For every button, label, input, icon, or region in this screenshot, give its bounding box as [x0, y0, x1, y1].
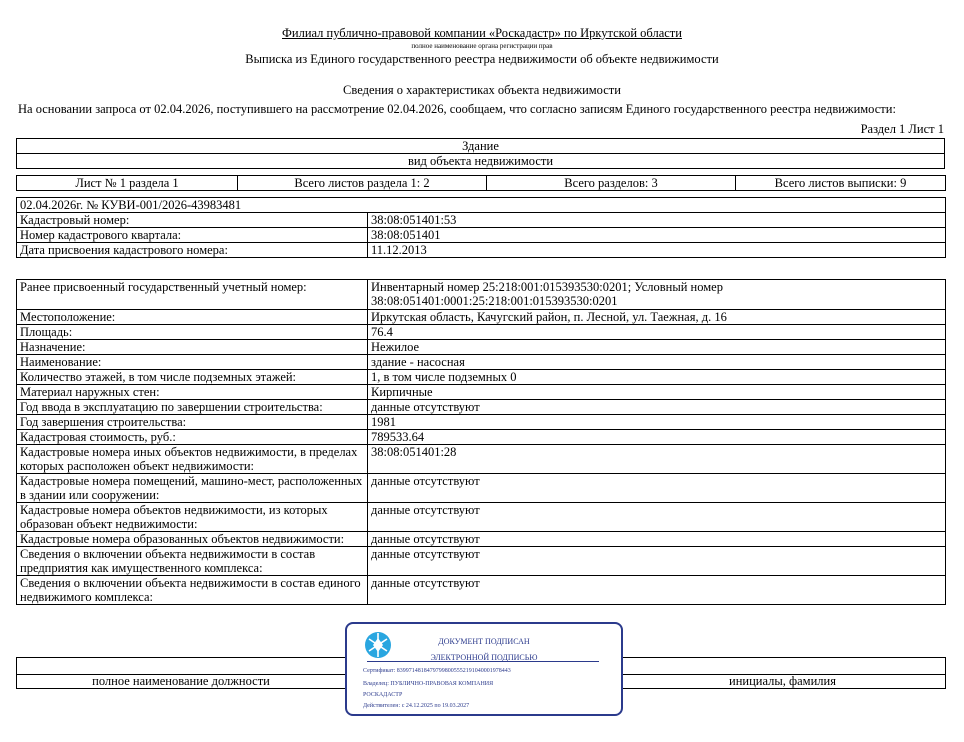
row-value: 38:08:051401:28 [368, 445, 946, 474]
table-row [17, 355, 946, 370]
row-label: Назначение: [17, 340, 368, 355]
org-name: Филиал публично-правовой компании «Роскадастр» по Иркутской области [282, 26, 682, 40]
document-title: Выписка из Единого государственного реестра недвижимости об объекте недвижимости [245, 52, 719, 66]
table-row [17, 576, 946, 605]
electronic-signature-stamp [345, 622, 623, 716]
row-value: здание - насосная [368, 355, 946, 370]
row-label: Кадастровый номер: [17, 213, 368, 228]
row-label: Количество этажей, в том числе подземных этажей: [17, 370, 368, 385]
table-row [17, 280, 946, 310]
table-row [17, 474, 946, 503]
row-label: Ранее присвоенный государственный учетный номер: [17, 280, 368, 310]
row-label: Кадастровые номера помещений, машино-мест, расположенных в здании или сооружении: [17, 474, 368, 503]
table-row [17, 310, 946, 325]
row-label: Дата присвоения кадастрового номера: [17, 243, 368, 258]
request-statement: На основании запроса от 02.04.2026, поступившего на рассмотрение 02.04.2026, сообщаем, что согласно записям Единого государственного реестра недвижимости: [18, 102, 896, 116]
row-value: Иркутская область, Качугский район, п. Лесной, ул. Таежная, д. 16 [368, 310, 946, 325]
row-label: Кадастровые номера образованных объектов недвижимости: [17, 532, 368, 547]
row-label: Кадастровая стоимость, руб.: [17, 430, 368, 445]
object-type-table [16, 138, 945, 169]
row-value: 38:08:051401 [368, 228, 946, 243]
table-row [17, 503, 946, 532]
row-label: Номер кадастрового квартала: [17, 228, 368, 243]
sheet-number: Лист № 1 раздела 1 [17, 176, 238, 191]
table-row [17, 243, 946, 258]
row-label: Кадастровые номера объектов недвижимости, из которых образован объект недвижимости: [17, 503, 368, 532]
stamp-certificate: Сертификат: 839971481847979980055521910400019784​43 [363, 668, 511, 674]
total-sheets-extract: Всего листов выписки: 9 [736, 176, 946, 191]
characteristics-table [16, 279, 946, 605]
row-value: данные отсутствуют [368, 503, 946, 532]
table-row [17, 325, 946, 340]
table-row [17, 385, 946, 400]
row-value: Нежилое [368, 340, 946, 355]
table-row [17, 400, 946, 415]
row-label: Местоположение: [17, 310, 368, 325]
row-value: 11.12.2013 [368, 243, 946, 258]
section-sheet-label: Раздел 1 Лист 1 [860, 122, 944, 136]
table-row [17, 340, 946, 355]
stamp-owner-continued: РОСКАДАСТР [363, 692, 403, 698]
table-row [17, 415, 946, 430]
table-row [17, 213, 946, 228]
object-type-caption: вид объекта недвижимости [17, 154, 945, 169]
row-label: Сведения о включении объекта недвижимости в состав единого недвижимого комплекса: [17, 576, 368, 605]
position-caption: полное наименование должности [92, 674, 270, 688]
stamp-title: ДОКУМЕНТ ПОДПИСАН [438, 637, 530, 646]
row-value: данные отсутствуют [368, 532, 946, 547]
row-value: данные отсутствуют [368, 474, 946, 503]
row-value: 38:08:051401:53 [368, 213, 946, 228]
sheet-info-table [16, 175, 946, 191]
stamp-owner: Владелец: ПУБЛИЧНО-ПРАВОВАЯ КОМПАНИЯ [363, 681, 494, 687]
row-value: 789533.64 [368, 430, 946, 445]
row-value: данные отсутствуют [368, 576, 946, 605]
row-label: Год ввода в эксплуатацию по завершении строительства: [17, 400, 368, 415]
identifiers-table [16, 197, 946, 258]
row-value: данные отсутствуют [368, 547, 946, 576]
row-value: 1981 [368, 415, 946, 430]
row-value: данные отсутствуют [368, 400, 946, 415]
row-value: 1, в том числе подземных 0 [368, 370, 946, 385]
table-row [17, 228, 946, 243]
stamp-subtitle: ЭЛЕКТРОННОЙ ПОДПИСЬЮ [430, 653, 538, 662]
org-name-caption: полное наименование органа регистрации прав [411, 42, 553, 50]
stamp-divider [367, 661, 599, 662]
name-caption: инициалы, фамилия [729, 674, 836, 688]
row-value: Инвентарный номер 25:218:001:015393530:0201; Условный номер 38:08:051401:0001:25:218:001:015393530:0201 [368, 280, 946, 310]
table-row [17, 445, 946, 474]
row-label: Сведения о включении объекта недвижимости в состав предприятия как имущественного комплекса: [17, 547, 368, 576]
row-value: 76.4 [368, 325, 946, 340]
row-label: Материал наружных стен: [17, 385, 368, 400]
row-label: Кадастровые номера иных объектов недвижимости, в пределах которых расположен объект недвижимости: [17, 445, 368, 474]
total-sections: Всего разделов: 3 [487, 176, 736, 191]
object-type: Здание [17, 139, 945, 154]
table-row [17, 430, 946, 445]
row-label: Площадь: [17, 325, 368, 340]
stamp-validity: Действителен: с 24.12.2025 по 19.03.2027 [363, 703, 470, 709]
row-value: Кирпичные [368, 385, 946, 400]
table-row [17, 532, 946, 547]
total-sheets-section: Всего листов раздела 1: 2 [238, 176, 487, 191]
section-title: Сведения о характеристиках объекта недвижимости [343, 83, 621, 97]
row-label: Год завершения строительства: [17, 415, 368, 430]
extract-number: 02.04.2026г. № КУВИ-001/2026-43983481 [17, 198, 946, 213]
table-row [17, 370, 946, 385]
row-label: Наименование: [17, 355, 368, 370]
table-row [17, 547, 946, 576]
